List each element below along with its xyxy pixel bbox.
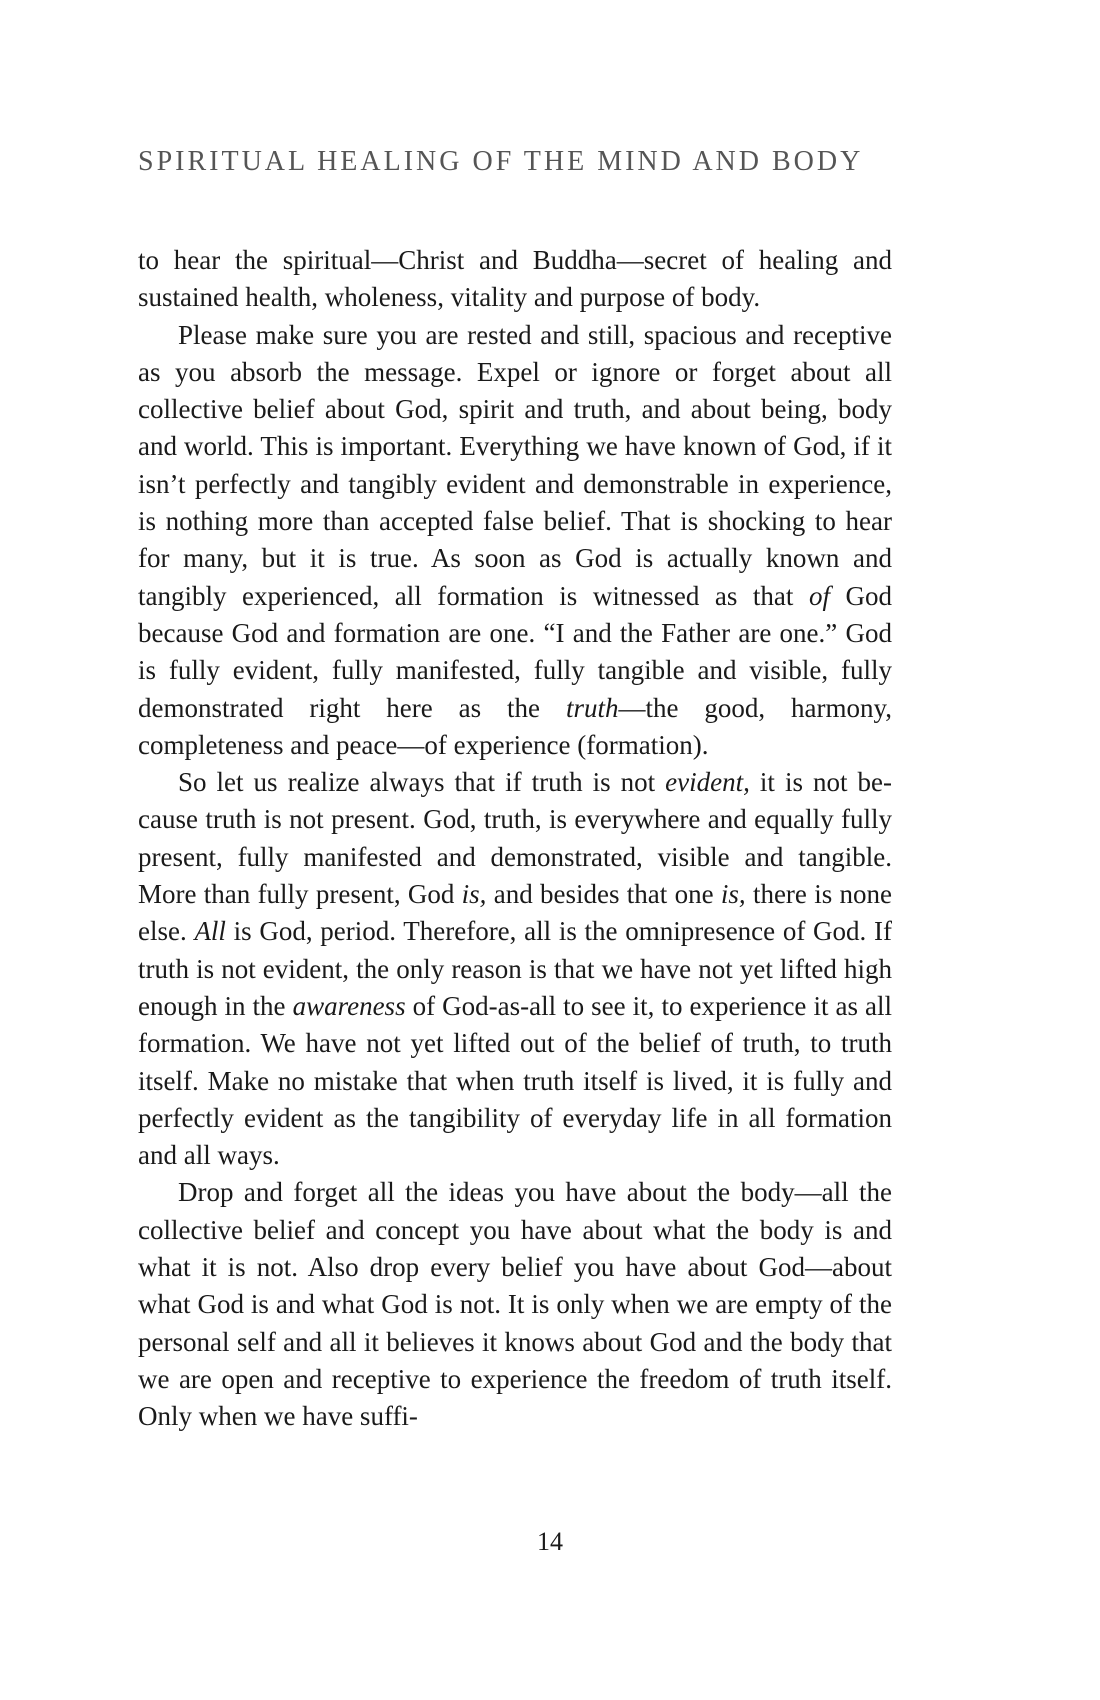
text-segment: So let us realize always that if truth is not (178, 767, 666, 798)
italic-text: of (808, 580, 830, 611)
paragraph (138, 1174, 892, 1435)
paragraph (138, 242, 892, 317)
text-segment: is God, period. Therefore, all is the omnipresence of God. If truth is not evident, the only reason is that we have not yet lifted high enough in the (138, 916, 892, 1021)
text-segment: Drop and forget all the ideas you have about the body—all the collective belief and concept you have about what the body is and what it is not. Also drop every belief you have about God—about what God is and what God is not. It is only when we are empty of the personal self and all it believes it knows about God and the body that we are open and receptive to experience the freedom of truth itself. Only when we have suffi- (138, 1177, 892, 1432)
running-head: SPIRITUAL HEALING OF THE MIND AND BODY (138, 146, 864, 177)
italic-text: is, (461, 879, 487, 910)
paragraph (138, 317, 892, 765)
italic-text: awareness (292, 990, 406, 1021)
italic-text: evident, (665, 767, 750, 798)
text-segment: —the good, harmony, completeness and peace—of experience (formation). (138, 692, 892, 760)
text-segment: there is none else. (138, 879, 892, 947)
text-segment: of God-as-all to see it, to experience it as all formation. We have not yet lifted out of the belief of truth, to truth itself. Make no mistake that when truth itself is lived, it is fully and perfectly evident as the tangibility of everyday life in all formation and all ways. (138, 990, 892, 1171)
italic-text: truth (565, 692, 619, 723)
italic-text: All (194, 916, 226, 947)
text-segment: it is not because truth is not present. God, truth, is everywhere and equally fully present, fully manifested and demonstrated, visible and tangible. More than fully present, God (138, 767, 892, 910)
text-segment: God because God and formation are one. “I and the Father are one.” God is fully evident, fully manifested, fully tangible and visible, fully demonstrated right here as the (138, 580, 892, 723)
body-text (138, 242, 892, 1436)
italic-text: is, (720, 879, 746, 910)
page-number: 14 (537, 1527, 563, 1556)
text-segment: and besides that one (486, 879, 721, 910)
paragraph (138, 764, 892, 1174)
text-segment: to hear the spiritual—Christ and Buddha—secret of healing and sustained health, wholeness, vitality and purpose of body. (138, 245, 892, 313)
text-segment: Please make sure you are rested and still, spacious and receptive as you absorb the message. Expel or ignore or forget about all collective belief about God, spirit and truth, and about being, body and world. This is important. Everything we have known of God, if it isn’t perfectly and tangibly evident and demonstrable in experience, is nothing more than accepted false belief. That is shocking to hear for many, but it is true. As soon as God is actually known and tangibly experienced, all formation is witnessed as that (138, 319, 892, 611)
